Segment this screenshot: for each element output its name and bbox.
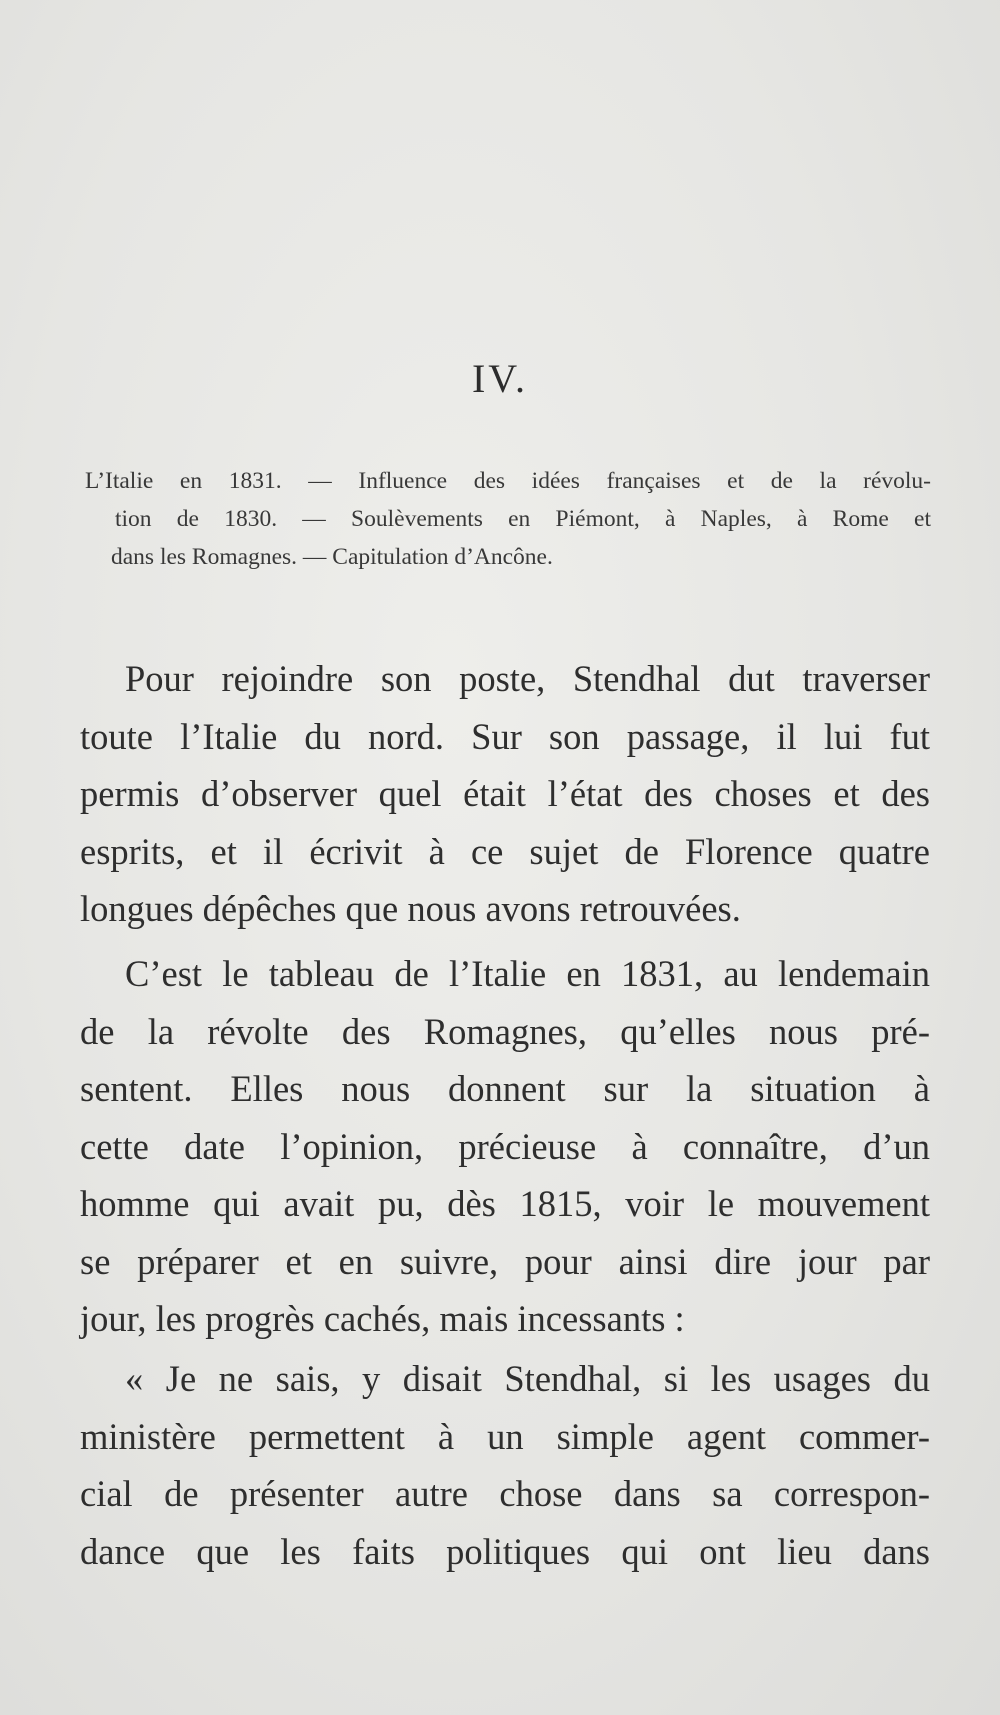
paragraph-2 bbox=[80, 945, 930, 1348]
text-line: permis d’observer quel était l’état des choses et des bbox=[80, 773, 930, 814]
text-line: de la révolte des Romagnes, qu’elles nous pré- bbox=[80, 1010, 930, 1052]
text-line: se préparer et en suivre, pour ainsi dire jour par bbox=[80, 1240, 930, 1282]
summary-line: L’Italie en 1831. — Influence des idées françaises et de la révolu- bbox=[85, 468, 931, 494]
text-line: longues dépêches que nous avons retrouvées. bbox=[80, 888, 741, 929]
chapter-number: IV. bbox=[471, 356, 529, 401]
text-line: esprits, et il écrivit à ce sujet de Florence quatre bbox=[80, 830, 930, 872]
text-line: C’est le tableau de l’Italie en 1831, au lendemain bbox=[125, 953, 930, 994]
text-line: ministère permettent à un simple agent commer- bbox=[80, 1415, 930, 1457]
text-line: toute l’Italie du nord. Sur son passage, il lui fut bbox=[80, 715, 930, 757]
text-line: dance que les faits politiques qui ont lieu dans bbox=[80, 1530, 930, 1572]
text-line: cette date l’opinion, précieuse à connaître, d’un bbox=[80, 1125, 930, 1167]
text-line: Pour rejoindre son poste, Stendhal dut traverser bbox=[125, 658, 930, 699]
summary-line: tion de 1830. — Soulèvements en Piémont, à Naples, à Rome et bbox=[115, 506, 931, 532]
text-line: homme qui avait pu, dès 1815, voir le mouvement bbox=[80, 1183, 930, 1224]
text-line: jour, les progrès cachés, mais incessants : bbox=[80, 1298, 685, 1339]
text-line: sentent. Elles nous donnent sur la situation à bbox=[80, 1068, 930, 1109]
chapter-summary bbox=[85, 462, 931, 576]
text-line: cial de présenter autre chose dans sa correspon- bbox=[80, 1473, 930, 1514]
paragraph-3 bbox=[80, 1350, 930, 1580]
text-line: « Je ne sais, y disait Stendhal, si les usages du bbox=[125, 1358, 930, 1399]
summary-line: dans les Romagnes. — Capitulation d’Ancône. bbox=[111, 544, 553, 570]
paragraph-1 bbox=[80, 650, 930, 938]
